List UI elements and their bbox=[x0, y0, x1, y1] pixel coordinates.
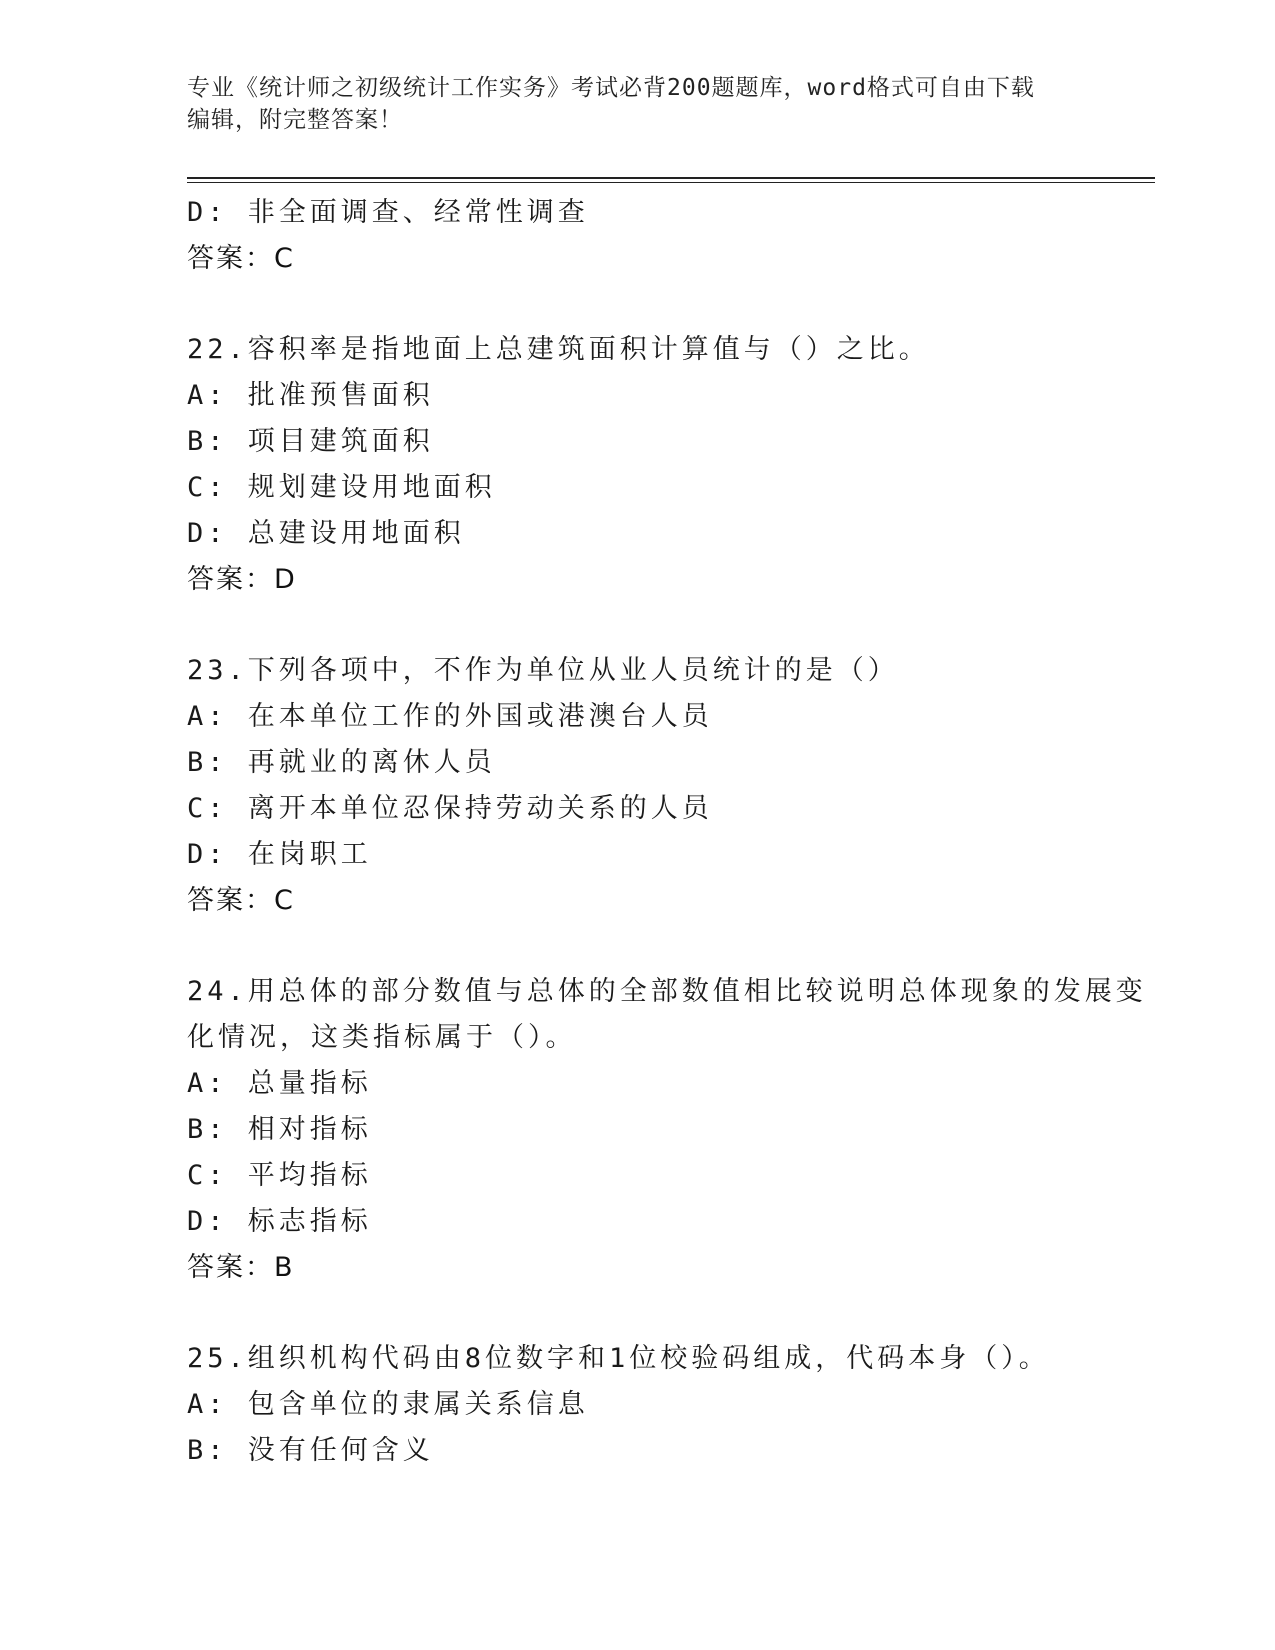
question-stem: 23.下列各项中，不作为单位从业人员统计的是（） bbox=[187, 655, 899, 686]
question-25 bbox=[187, 1336, 1087, 1474]
option-d: D: 总建设用地面积 bbox=[187, 518, 465, 549]
question-21-tail bbox=[187, 190, 1087, 282]
option-a: A: 批准预售面积 bbox=[187, 380, 434, 411]
option-b: B: 没有任何含义 bbox=[187, 1435, 434, 1466]
spacer bbox=[187, 282, 1087, 327]
question-list bbox=[187, 190, 1147, 1474]
question-stem-line-2: 化情况，这类指标属于（）。 bbox=[187, 1022, 577, 1053]
spacer bbox=[187, 603, 1087, 648]
option-c: C: 离开本单位忍保持劳动关系的人员 bbox=[187, 793, 713, 824]
question-stem-line-1: 24.用总体的部分数值与总体的全部数值相比较说明总体现象的发展变 bbox=[187, 976, 1147, 1007]
question-23 bbox=[187, 648, 1087, 924]
option-a: A: 在本单位工作的外国或港澳台人员 bbox=[187, 701, 713, 732]
answer-line: 答案：D bbox=[187, 564, 297, 595]
option-d: D: 标志指标 bbox=[187, 1206, 372, 1237]
question-stem: 25.组织机构代码由8位数字和1位校验码组成，代码本身（）。 bbox=[187, 1343, 1050, 1374]
option-d: D: 非全面调查、经常性调查 bbox=[187, 197, 589, 228]
question-22 bbox=[187, 327, 1087, 603]
header-divider-thick bbox=[187, 177, 1155, 179]
spacer bbox=[187, 924, 1087, 969]
option-c: C: 平均指标 bbox=[187, 1160, 372, 1191]
header-title-line-2: 编辑，附完整答案！ bbox=[187, 107, 403, 133]
answer-line: 答案：C bbox=[187, 885, 295, 916]
answer-line: 答案：B bbox=[187, 1252, 295, 1283]
spacer bbox=[187, 1291, 1087, 1336]
option-d: D: 在岗职工 bbox=[187, 839, 372, 870]
header-divider-thin bbox=[187, 182, 1155, 183]
header-title-line-1: 专业《统计师之初级统计工作实务》考试必背200题题库，word格式可自由下载 bbox=[187, 75, 1035, 101]
option-b: B: 相对指标 bbox=[187, 1114, 372, 1145]
question-stem: 22.容积率是指地面上总建筑面积计算值与（）之比。 bbox=[187, 334, 930, 365]
question-24 bbox=[187, 969, 1147, 1291]
document-header bbox=[187, 72, 1087, 136]
answer-line: 答案：C bbox=[187, 243, 295, 274]
option-b: B: 再就业的离休人员 bbox=[187, 747, 496, 778]
option-c: C: 规划建设用地面积 bbox=[187, 472, 496, 503]
option-a: A: 总量指标 bbox=[187, 1068, 372, 1099]
option-a: A: 包含单位的隶属关系信息 bbox=[187, 1389, 589, 1420]
option-b: B: 项目建筑面积 bbox=[187, 426, 434, 457]
